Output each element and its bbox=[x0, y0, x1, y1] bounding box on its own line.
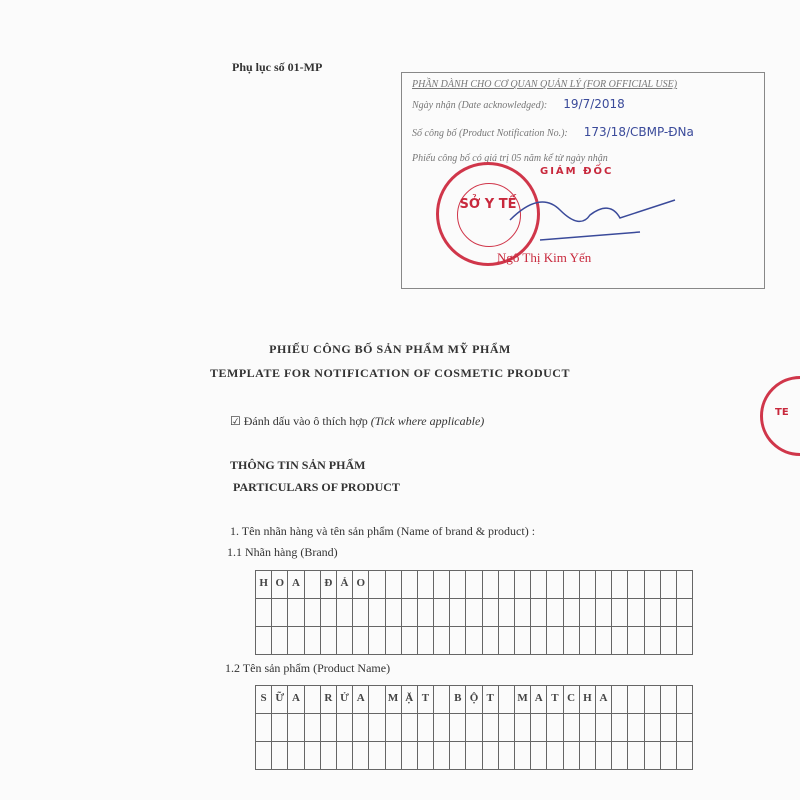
grid-cell: Ả bbox=[337, 571, 353, 599]
signature-icon bbox=[500, 180, 680, 250]
grid-cell: O bbox=[272, 571, 288, 599]
grid-cell bbox=[305, 599, 321, 627]
grid-cell bbox=[531, 742, 547, 770]
grid-cell bbox=[353, 627, 369, 655]
grid-cell bbox=[612, 686, 628, 714]
grid-cell bbox=[515, 714, 531, 742]
grid-cell: T bbox=[483, 686, 499, 714]
grid-cell bbox=[434, 599, 450, 627]
grid-cell bbox=[499, 571, 515, 599]
grid-cell bbox=[466, 599, 482, 627]
grid-cell: H bbox=[580, 686, 596, 714]
grid-cell bbox=[677, 714, 693, 742]
grid-cell bbox=[256, 742, 272, 770]
grid-cell bbox=[499, 627, 515, 655]
grid-cell: A bbox=[288, 686, 304, 714]
grid-cell bbox=[402, 742, 418, 770]
grid-cell bbox=[434, 686, 450, 714]
grid-cell bbox=[661, 742, 677, 770]
grid-cell bbox=[564, 742, 580, 770]
annex-label: Phụ lục số 01-MP bbox=[232, 60, 323, 74]
grid-cell bbox=[677, 571, 693, 599]
signer-position: GIÁM ĐỐC bbox=[540, 166, 614, 177]
grid-cell bbox=[564, 627, 580, 655]
brand-grid bbox=[255, 570, 693, 655]
tick-note bbox=[230, 414, 484, 429]
grid-cell bbox=[661, 714, 677, 742]
grid-cell: H bbox=[256, 571, 272, 599]
grid-cell: C bbox=[564, 686, 580, 714]
grid-cell bbox=[612, 571, 628, 599]
grid-cell bbox=[434, 571, 450, 599]
grid-cell bbox=[564, 599, 580, 627]
item-1-2-label: 1.2 Tên sản phẩm (Product Name) bbox=[225, 661, 391, 675]
grid-cell bbox=[483, 571, 499, 599]
grid-cell bbox=[466, 742, 482, 770]
grid-cell bbox=[321, 742, 337, 770]
grid-cell bbox=[369, 627, 385, 655]
grid-cell bbox=[353, 714, 369, 742]
grid-cell bbox=[369, 599, 385, 627]
title-vi: PHIẾU CÔNG BỐ SẢN PHẨM MỸ PHẨM bbox=[269, 342, 511, 356]
grid-cell bbox=[564, 571, 580, 599]
grid-cell bbox=[531, 714, 547, 742]
grid-cell bbox=[596, 599, 612, 627]
grid-cell bbox=[386, 714, 402, 742]
grid-cell: T bbox=[547, 686, 563, 714]
grid-cell bbox=[450, 714, 466, 742]
grid-cell bbox=[386, 599, 402, 627]
grid-cell bbox=[612, 599, 628, 627]
grid-cell bbox=[337, 714, 353, 742]
grid-cell bbox=[661, 599, 677, 627]
grid-cell: S bbox=[256, 686, 272, 714]
grid-cell bbox=[305, 686, 321, 714]
grid-cell: T bbox=[418, 686, 434, 714]
grid-cell bbox=[612, 742, 628, 770]
grid-cell: M bbox=[386, 686, 402, 714]
grid-cell bbox=[531, 571, 547, 599]
grid-cell bbox=[466, 714, 482, 742]
grid-cell bbox=[321, 599, 337, 627]
grid-cell: Ử bbox=[337, 686, 353, 714]
grid-cell bbox=[369, 714, 385, 742]
grid-cell bbox=[272, 714, 288, 742]
grid-cell bbox=[305, 714, 321, 742]
date-value: 19/7/2018 bbox=[563, 97, 625, 111]
grid-cell bbox=[418, 571, 434, 599]
grid-cell bbox=[677, 742, 693, 770]
grid-cell bbox=[288, 742, 304, 770]
grid-cell bbox=[580, 714, 596, 742]
item-1-label: 1. Tên nhãn hàng và tên sản phẩm (Name of brand & product) : bbox=[230, 524, 536, 538]
grid-cell bbox=[418, 714, 434, 742]
grid-cell bbox=[515, 571, 531, 599]
grid-cell bbox=[661, 686, 677, 714]
grid-cell bbox=[434, 714, 450, 742]
grid-cell bbox=[450, 742, 466, 770]
grid-cell bbox=[434, 627, 450, 655]
title-en: TEMPLATE FOR NOTIFICATION OF COSMETIC PRODUCT bbox=[210, 366, 570, 380]
grid-cell bbox=[645, 571, 661, 599]
grid-cell: M bbox=[515, 686, 531, 714]
grid-cell bbox=[402, 714, 418, 742]
grid-cell: R bbox=[321, 686, 337, 714]
grid-cell bbox=[499, 714, 515, 742]
grid-cell bbox=[645, 599, 661, 627]
grid-cell bbox=[402, 599, 418, 627]
grid-cell bbox=[272, 599, 288, 627]
grid-cell bbox=[466, 627, 482, 655]
grid-cell: Ữ bbox=[272, 686, 288, 714]
grid-cell bbox=[515, 742, 531, 770]
grid-cell bbox=[580, 627, 596, 655]
grid-cell bbox=[337, 627, 353, 655]
tick-note-vi: ☑ Đánh dấu vào ô thích hợp bbox=[230, 414, 368, 428]
grid-cell bbox=[531, 627, 547, 655]
side-seal: TE bbox=[760, 376, 800, 456]
grid-cell bbox=[499, 686, 515, 714]
grid-cell bbox=[483, 742, 499, 770]
grid-cell bbox=[386, 742, 402, 770]
product-name-grid bbox=[255, 685, 693, 770]
grid-cell bbox=[450, 599, 466, 627]
grid-cell bbox=[645, 686, 661, 714]
grid-cell bbox=[628, 714, 644, 742]
grid-cell bbox=[369, 571, 385, 599]
seal-text: SỞ Y TẾ bbox=[459, 197, 517, 212]
grid-cell: A bbox=[288, 571, 304, 599]
grid-cell bbox=[434, 742, 450, 770]
grid-cell bbox=[272, 627, 288, 655]
grid-cell bbox=[580, 599, 596, 627]
tick-note-en: (Tick where applicable) bbox=[370, 414, 485, 428]
item-1-1-label: 1.1 Nhãn hàng (Brand) bbox=[227, 545, 338, 559]
grid-cell bbox=[353, 599, 369, 627]
grid-cell bbox=[483, 627, 499, 655]
grid-cell bbox=[418, 627, 434, 655]
grid-cell bbox=[628, 742, 644, 770]
notification-no-value: 173/18/CBMP-ĐNa bbox=[583, 125, 694, 139]
validity-note: Phiếu công bố có giá trị 05 năm kể từ ngày nhận bbox=[412, 153, 608, 164]
grid-cell bbox=[612, 714, 628, 742]
grid-cell bbox=[547, 571, 563, 599]
section-title-en: PARTICULARS OF PRODUCT bbox=[233, 480, 400, 494]
grid-cell bbox=[499, 742, 515, 770]
grid-cell bbox=[483, 599, 499, 627]
grid-cell: A bbox=[596, 686, 612, 714]
grid-cell bbox=[288, 599, 304, 627]
grid-cell bbox=[645, 714, 661, 742]
grid-cell bbox=[628, 571, 644, 599]
grid-cell: A bbox=[353, 686, 369, 714]
grid-cell bbox=[580, 742, 596, 770]
grid-cell bbox=[256, 714, 272, 742]
grid-cell bbox=[256, 627, 272, 655]
grid-cell bbox=[386, 571, 402, 599]
grid-cell: Ặ bbox=[402, 686, 418, 714]
signer-name: Ngô Thị Kim Yến bbox=[497, 250, 592, 265]
grid-cell bbox=[272, 742, 288, 770]
grid-cell bbox=[337, 742, 353, 770]
grid-cell bbox=[402, 571, 418, 599]
grid-cell bbox=[547, 714, 563, 742]
official-header: PHẦN DÀNH CHO CƠ QUAN QUẢN LÝ (FOR OFFICIAL USE) bbox=[412, 79, 678, 90]
grid-cell: B bbox=[450, 686, 466, 714]
grid-cell bbox=[628, 686, 644, 714]
grid-cell bbox=[499, 599, 515, 627]
grid-cell bbox=[677, 599, 693, 627]
grid-cell bbox=[645, 627, 661, 655]
grid-cell bbox=[321, 627, 337, 655]
grid-cell bbox=[353, 742, 369, 770]
grid-cell bbox=[386, 627, 402, 655]
grid-cell bbox=[305, 571, 321, 599]
grid-cell bbox=[288, 714, 304, 742]
grid-cell bbox=[305, 627, 321, 655]
grid-cell bbox=[661, 571, 677, 599]
grid-cell bbox=[321, 714, 337, 742]
grid-cell bbox=[628, 599, 644, 627]
grid-cell bbox=[580, 571, 596, 599]
grid-cell bbox=[337, 599, 353, 627]
grid-cell bbox=[645, 742, 661, 770]
grid-cell bbox=[596, 742, 612, 770]
grid-cell bbox=[596, 571, 612, 599]
grid-cell bbox=[596, 627, 612, 655]
grid-cell bbox=[402, 627, 418, 655]
grid-cell bbox=[305, 742, 321, 770]
grid-cell bbox=[531, 599, 547, 627]
grid-cell bbox=[677, 627, 693, 655]
grid-cell: O bbox=[353, 571, 369, 599]
grid-cell bbox=[450, 627, 466, 655]
grid-cell bbox=[515, 627, 531, 655]
grid-cell bbox=[450, 571, 466, 599]
grid-cell bbox=[418, 599, 434, 627]
grid-cell: Đ bbox=[321, 571, 337, 599]
grid-cell bbox=[288, 627, 304, 655]
grid-cell bbox=[547, 599, 563, 627]
grid-cell bbox=[612, 627, 628, 655]
notification-no-label: Số công bố (Product Notification No.): bbox=[412, 128, 568, 139]
grid-cell bbox=[369, 742, 385, 770]
grid-cell bbox=[418, 742, 434, 770]
grid-cell bbox=[596, 714, 612, 742]
grid-cell bbox=[483, 714, 499, 742]
grid-cell bbox=[564, 714, 580, 742]
grid-cell bbox=[369, 686, 385, 714]
grid-cell bbox=[677, 686, 693, 714]
grid-cell bbox=[547, 742, 563, 770]
grid-cell bbox=[628, 627, 644, 655]
grid-cell bbox=[547, 627, 563, 655]
grid-cell: A bbox=[531, 686, 547, 714]
date-label: Ngày nhận (Date acknowledged): bbox=[412, 100, 548, 111]
grid-cell bbox=[466, 571, 482, 599]
grid-cell bbox=[515, 599, 531, 627]
grid-cell bbox=[661, 627, 677, 655]
grid-cell: Ộ bbox=[466, 686, 482, 714]
section-title-vi: THÔNG TIN SẢN PHẨM bbox=[230, 458, 366, 472]
grid-cell bbox=[256, 599, 272, 627]
